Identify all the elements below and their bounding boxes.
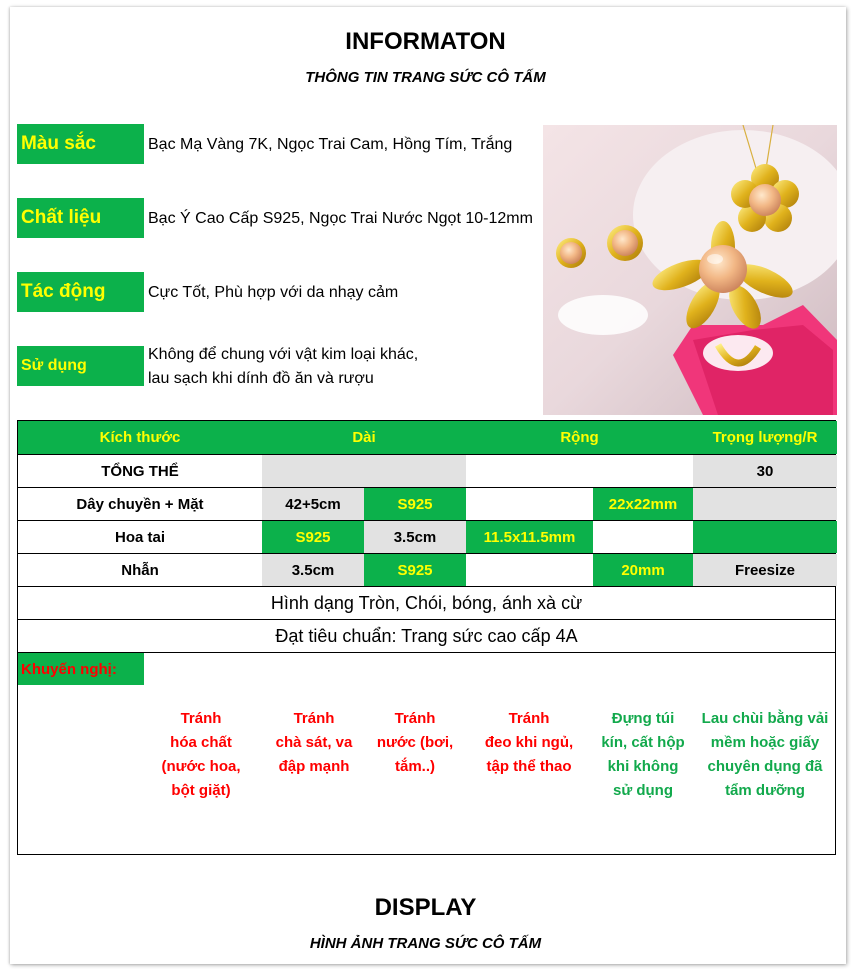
- color-value: Bạc Mạ Vàng 7K, Ngọc Trai Cam, Hồng Tím, Trắng: [148, 136, 513, 153]
- row-necklace-width: 22x22mm: [593, 488, 693, 520]
- quality-standard: Đạt tiêu chuẩn: Trang sức cao cấp 4A: [275, 625, 578, 646]
- row-overall-weight: 30: [693, 455, 837, 487]
- row-ring-material: S925: [364, 554, 466, 586]
- effect-label: Tác động: [17, 272, 144, 312]
- recommendation-cleaning: Lau chùi bằng vải mềm hoặc giấy chuyên dụng đã tẩm dưỡng: [701, 710, 829, 799]
- recommendation-label: Khuyến nghị:: [18, 653, 144, 685]
- size-table: [17, 420, 836, 855]
- row-overall-length: [262, 455, 466, 487]
- row-ring-length: 3.5cm: [262, 554, 364, 586]
- row-necklace-weight: [693, 488, 837, 520]
- recommendation-chemicals: Tránh hóa chất (nước hoa, bột giặt): [161, 710, 241, 799]
- recommendation-water: Tránh nước (bơi, tắm..): [376, 710, 454, 775]
- material-value: Bạc Ý Cao Cấp S925, Ngọc Trai Nước Ngọt 10-12mm: [148, 210, 533, 227]
- row-necklace-material: S925: [364, 488, 466, 520]
- row-overall-name: TỔNG THỂ: [101, 462, 179, 480]
- recommendation-friction: Tránh chà sát, va đập mạnh: [275, 710, 353, 775]
- usage-value-line1: Không để chung với vật kim loại khác,: [148, 346, 419, 363]
- row-ring-width: 20mm: [593, 554, 693, 586]
- header-length: Dài: [262, 421, 466, 454]
- product-photo: [543, 125, 837, 415]
- shape-description: Hình dạng Tròn, Chói, bóng, ánh xà cừ: [270, 592, 583, 613]
- row-earring-width: 11.5x11.5mm: [466, 521, 593, 553]
- material-label: Chất liệu: [17, 198, 144, 238]
- recommendation-sleep: Tránh đeo khi ngủ, tập thể thao: [484, 710, 574, 775]
- row-earring-weight: [693, 521, 837, 553]
- page-subtitle: THÔNG TIN TRANG SỨC CÔ TẤM: [305, 69, 546, 86]
- row-necklace-name: Dây chuyền + Mặt: [76, 495, 204, 513]
- row-necklace-length: 42+5cm: [262, 488, 364, 520]
- row-ring-name: Nhẫn: [121, 561, 159, 579]
- header-size: Kích thước: [18, 421, 262, 454]
- color-label: Màu sắc: [17, 124, 144, 164]
- header-width: Rộng: [466, 421, 693, 454]
- row-earring-material: S925: [262, 521, 364, 553]
- row-earring-length: 3.5cm: [364, 521, 466, 553]
- page-title: INFORMATON: [345, 28, 506, 55]
- effect-value: Cực Tốt, Phù hợp với da nhạy cảm: [148, 284, 399, 301]
- header-weight: Trọng lượng/R: [693, 421, 837, 454]
- row-ring-weight: Freesize: [693, 554, 837, 586]
- usage-label: Sử dụng: [17, 346, 144, 386]
- display-title: DISPLAY: [374, 894, 477, 921]
- row-earring-name: Hoa tai: [114, 528, 165, 546]
- usage-value-line2: lau sạch khi dính đồ ăn và rượu: [148, 370, 374, 387]
- display-subtitle: HÌNH ẢNH TRANG SỨC CÔ TẤM: [309, 935, 542, 952]
- recommendation-storage: Đựng túi kín, cất hộp khi không sử dụng: [601, 710, 685, 799]
